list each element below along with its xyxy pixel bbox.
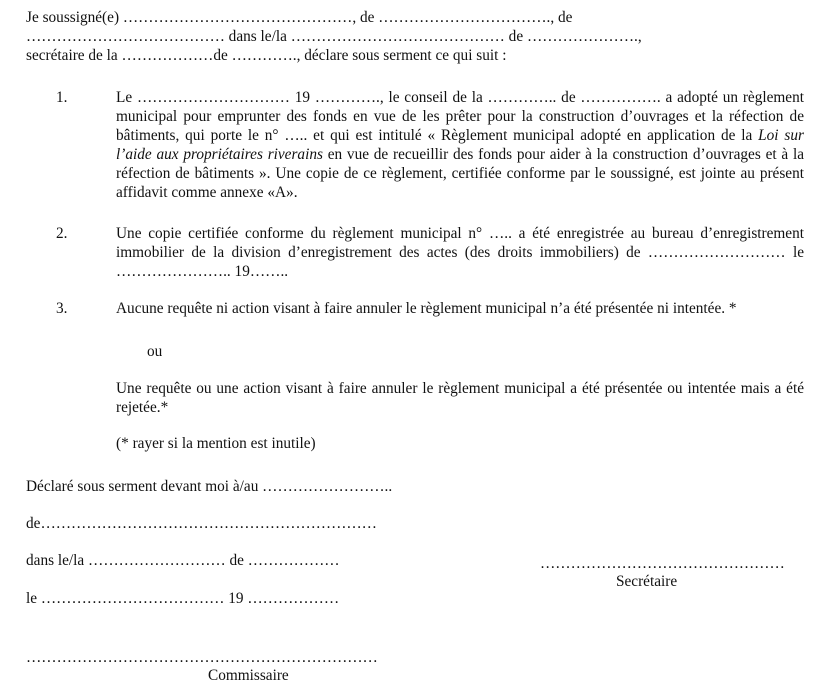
jurat-line-3: dans le/la ……………………… de ……………… [26,552,340,569]
intro-line-1: Je soussigné(e) ………………………………………, de ……………………………., de [26,9,573,26]
intro-line-3: secrétaire de la ………………de …………., déclare sous serment ce qui suit : [26,47,507,64]
item-number-3: 3. [56,300,68,317]
commissioner-label: Commissaire [208,667,289,684]
item-3-or: ou [147,343,163,360]
item-number-1: 1. [56,89,68,106]
item-1-text-before: Le ………………………… 19 …………., le conseil de la ………….. de ……………. a adopté un règlement municipal pour emprunter des fonds en vue de les prêter pour la construction d’ouvrages et la réfection de bâtiments, qui porte le n° ….. et qui est intitulé « Règlement municipal adopté en application de la [116,89,804,144]
jurat-line-4: le ……………………………… 19 ……………… [26,590,340,607]
jurat-line-2: de………………………………………………………… [26,515,377,532]
secretary-signature-line: ………………………………………… [540,555,785,572]
item-number-2: 2. [56,225,68,242]
commissioner-signature-line: …………………………………………………………… [26,649,378,666]
item-3-option-b: Une requête ou une action visant à faire annuler le règlement municipal a été présentée ou intentée mais a été rejetée.* [116,380,804,416]
jurat-line-1: Déclaré sous serment devant moi à/au …………………….. [26,478,393,495]
item-1-text-after: en vue de recueillir des fonds pour aider à la construction d’ouvrages et à la réfection de bâtiments ». Une copie de ce règlement, certifiée conforme par le soussigné, est jointe au présent affidavit comme annexe «A». [116,146,804,201]
item-1-law-title: Loi sur l’aide aux propriétaires riverains [116,127,804,163]
secretary-label: Secrétaire [616,573,678,590]
intro-line-2: ………………………………… dans le/la …………………………………… de …………………., [26,28,642,45]
item-3-option-a: Aucune requête ni action visant à faire annuler le règlement municipal n’a été présentée ni intentée. * [116,300,737,317]
item-text-2: Une copie certifiée conforme du règlement municipal n° ….. a été enregistrée au bureau d’enregistrement immobilier de la division d’enregistrement des actes (des droits immobiliers) de ……………………… le ………………….. 19…….. [116,225,804,280]
item-3-note: (* rayer si la mention est inutile) [116,435,316,452]
item-text-1 [116,88,804,202]
